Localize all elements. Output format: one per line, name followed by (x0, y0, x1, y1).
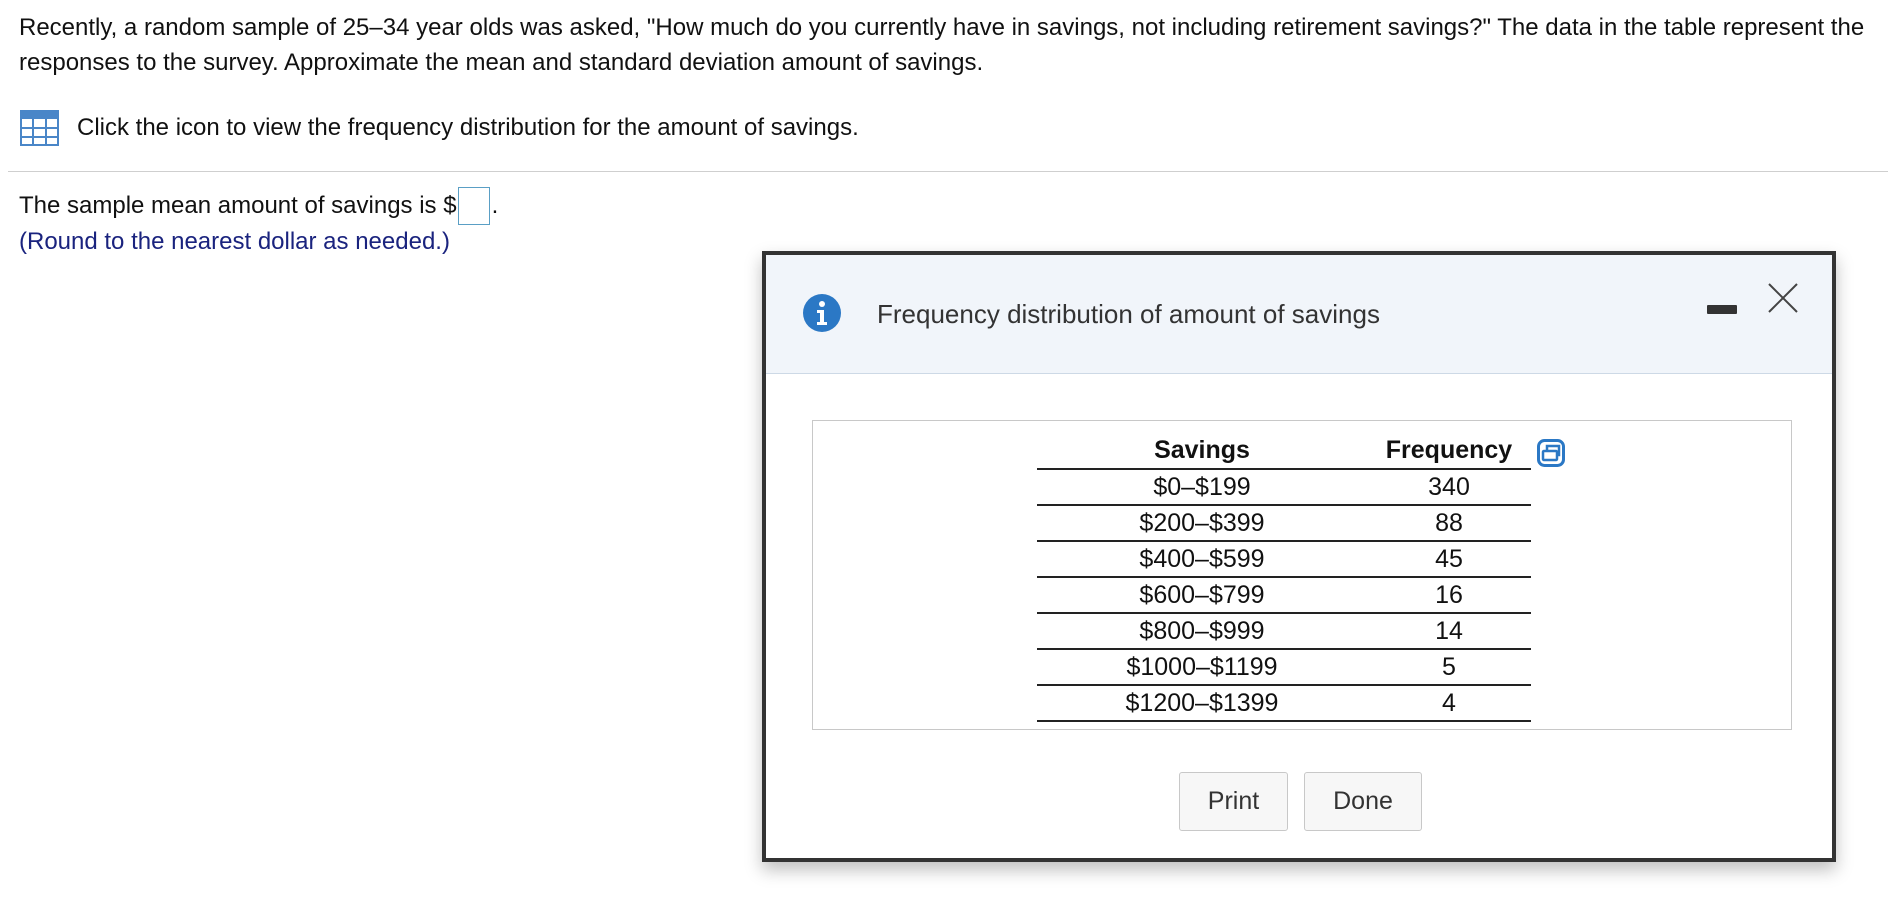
savings-cell: $1000–$1199 (1037, 649, 1367, 685)
dialog-title: Frequency distribution of amount of savings (877, 299, 1380, 329)
frequency-cell: 5 (1367, 649, 1531, 685)
dialog-header (766, 255, 1832, 374)
table-row (1037, 685, 1531, 721)
table-row (1037, 469, 1531, 505)
close-icon[interactable] (1768, 283, 1798, 313)
mean-answer-input[interactable] (458, 187, 490, 225)
table-row (1037, 613, 1531, 649)
frequency-cell: 88 (1367, 505, 1531, 541)
table-frame (812, 420, 1792, 730)
table-row (1037, 505, 1531, 541)
frequency-table (1037, 433, 1531, 722)
done-button[interactable]: Done (1304, 772, 1422, 831)
answer-row (19, 186, 498, 226)
table-grid-icon[interactable] (20, 110, 59, 146)
savings-cell: $0–$199 (1037, 469, 1367, 505)
frequency-dialog (762, 251, 1836, 862)
answer-suffix: . (491, 192, 499, 219)
savings-cell: $1200–$1399 (1037, 685, 1367, 721)
helper-text: Click the icon to view the frequency distribution for the amount of savings. (77, 114, 859, 141)
header-savings: Savings (1037, 433, 1367, 469)
savings-cell: $400–$599 (1037, 541, 1367, 577)
savings-cell: $800–$999 (1037, 613, 1367, 649)
frequency-cell: 14 (1367, 613, 1531, 649)
savings-cell: $600–$799 (1037, 577, 1367, 613)
table-row (1037, 649, 1531, 685)
info-icon (802, 293, 842, 333)
header-frequency (1367, 433, 1531, 469)
frequency-cell: 45 (1367, 541, 1531, 577)
frequency-table-link[interactable] (20, 110, 859, 146)
table-header-row (1037, 433, 1531, 469)
frequency-cell: 16 (1367, 577, 1531, 613)
rounding-hint: (Round to the nearest dollar as needed.) (19, 228, 450, 255)
question-text: Recently, a random sample of 25–34 year olds was asked, "How much do you currently have in savings, not including retirement savings?" The data in the table represent the responses to the survey. Approximate the mean and standard deviation amount of savings. (19, 14, 1865, 76)
minimize-icon[interactable] (1707, 305, 1737, 314)
savings-cell: $200–$399 (1037, 505, 1367, 541)
table-row (1037, 577, 1531, 613)
print-button[interactable]: Print (1179, 772, 1288, 831)
frequency-cell: 4 (1367, 685, 1531, 721)
copy-icon[interactable] (1537, 439, 1565, 467)
frequency-cell: 340 (1367, 469, 1531, 505)
answer-prefix: The sample mean amount of savings is $ (19, 192, 457, 219)
header-frequency-label: Frequency (1385, 436, 1513, 464)
section-divider (8, 171, 1888, 172)
table-row (1037, 541, 1531, 577)
